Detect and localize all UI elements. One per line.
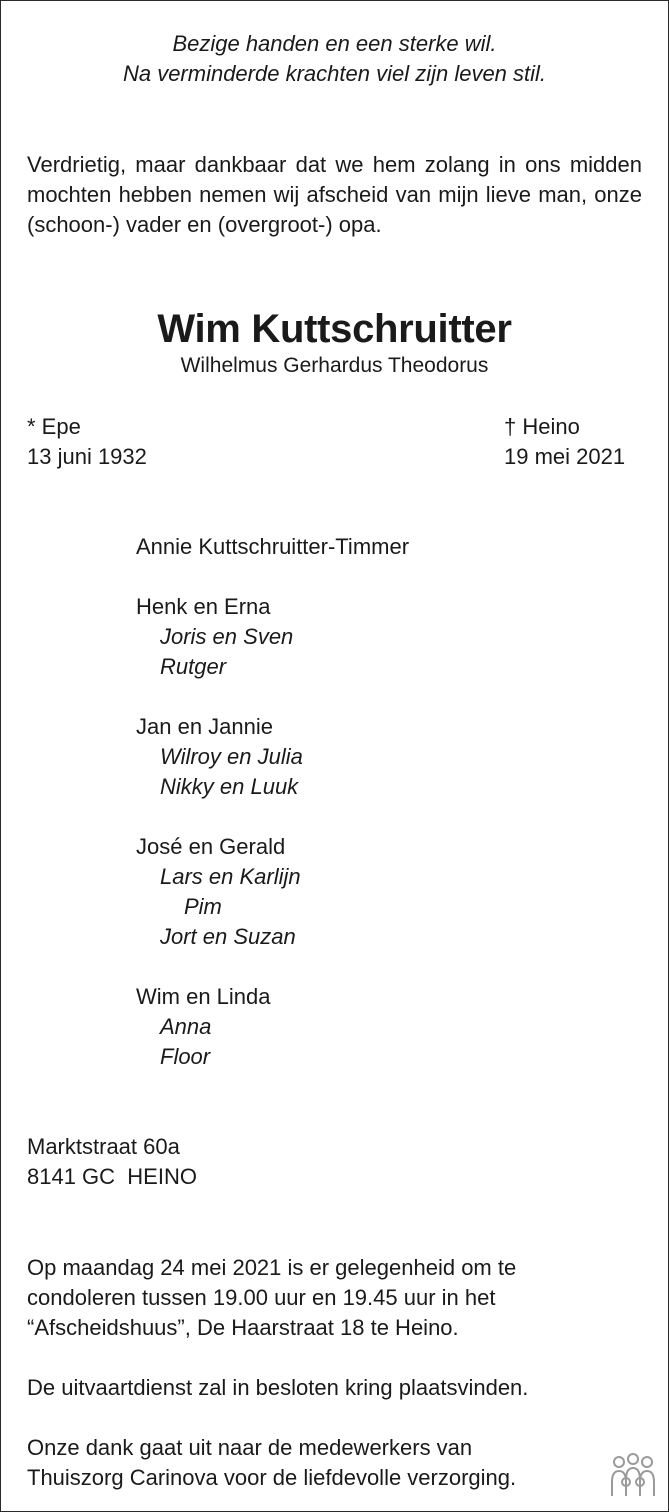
family-child: Nikky en Luuk bbox=[160, 774, 299, 799]
condolence-line-3: “Afscheidshuus”, De Haarstraat 18 te Heino. bbox=[27, 1315, 459, 1340]
poem-line-2: Na verminderde krachten viel zijn leven stil. bbox=[122, 61, 547, 86]
deceased-name: Wim Kuttschruitter bbox=[157, 307, 512, 351]
family-child: Anna bbox=[160, 1014, 212, 1039]
people-group-icon bbox=[606, 1452, 660, 1500]
family-child: Wilroy en Julia bbox=[160, 744, 303, 769]
intro-text: Verdrietig, maar dankbaar dat we hem zolang in ons midden mochten hebben nemen wij afscheid van mijn lieve man, onze (schoon-) vader en (overgroot-) opa. bbox=[27, 152, 642, 237]
family-parents: Henk en Erna bbox=[136, 594, 271, 619]
family-parents: José en Gerald bbox=[136, 834, 286, 859]
family-child: Floor bbox=[160, 1044, 211, 1069]
family-child: Rutger bbox=[160, 654, 227, 679]
condolence-line-1: Op maandag 24 mei 2021 is er gelegenheid om te bbox=[27, 1255, 517, 1280]
death-date: 19 mei 2021 bbox=[504, 444, 626, 469]
service-text: De uitvaartdienst zal in besloten kring plaatsvinden. bbox=[27, 1375, 529, 1400]
birth-date: 13 juni 1932 bbox=[27, 444, 147, 469]
condolence-line-2: condoleren tussen 19.00 uur en 19.45 uur in het bbox=[27, 1285, 496, 1310]
death-place: † Heino bbox=[504, 414, 580, 439]
family-child: Lars en Karlijn bbox=[160, 864, 301, 889]
thanks-line-2: Thuiszorg Carinova voor de liefdevolle verzorging. bbox=[27, 1465, 517, 1490]
family-parents: Wim en Linda bbox=[136, 984, 271, 1009]
thanks-line-1: Onze dank gaat uit naar de medewerkers van bbox=[27, 1435, 473, 1460]
poem-line-1: Bezige handen en een sterke wil. bbox=[172, 31, 497, 56]
deceased-full-name: Wilhelmus Gerhardus Theodorus bbox=[180, 354, 489, 377]
family-child: Jort en Suzan bbox=[160, 924, 296, 949]
family-great-grandchild: Pim bbox=[184, 894, 222, 919]
family-child: Joris en Sven bbox=[160, 624, 294, 649]
spouse-name: Annie Kuttschruitter-Timmer bbox=[136, 534, 410, 559]
birth-place: * Epe bbox=[27, 414, 81, 439]
family-parents: Jan en Jannie bbox=[136, 714, 273, 739]
address-city: 8141 GC HEINO bbox=[27, 1164, 197, 1189]
address-street: Marktstraat 60a bbox=[27, 1134, 180, 1159]
